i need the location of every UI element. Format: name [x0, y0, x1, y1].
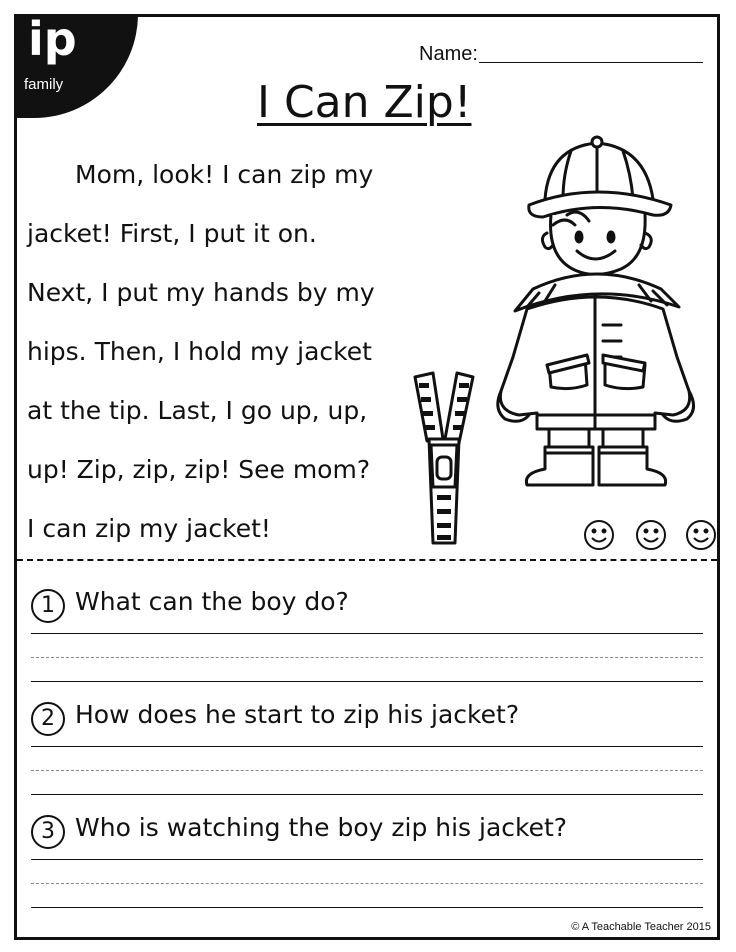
story-line: Next, I put my hands by my — [27, 278, 375, 307]
story-line: hips. Then, I hold my jacket — [27, 337, 372, 366]
boy-in-jacket-illustration — [493, 129, 699, 489]
story-passage — [27, 155, 397, 568]
answer-line[interactable] — [31, 907, 703, 908]
question-text: What can the boy do? — [75, 587, 349, 616]
story-line: up! Zip, zip, zip! See mom? — [27, 455, 371, 484]
answer-line[interactable] — [31, 794, 703, 795]
name-field[interactable] — [479, 62, 703, 63]
name-label: Name: — [419, 43, 478, 65]
word-family-badge — [14, 14, 138, 118]
question-3 — [31, 811, 703, 849]
story-line: jacket! First, I put it on. — [27, 219, 317, 248]
word-family-text: ip — [28, 14, 77, 66]
question-text: Who is watching the boy zip his jacket? — [75, 813, 568, 842]
section-divider — [17, 559, 717, 561]
answer-guide-line — [31, 657, 703, 658]
question-number: 1 — [31, 589, 65, 623]
page-title: I Can Zip! — [257, 77, 472, 128]
smiley-icon[interactable] — [687, 521, 715, 549]
worksheet — [14, 14, 720, 940]
answer-line[interactable] — [31, 746, 703, 747]
answer-guide-line — [31, 883, 703, 884]
word-family-label: family — [24, 76, 64, 93]
question-text: How does he start to zip his jacket? — [75, 700, 520, 729]
story-line: at the tip. Last, I go up, up, — [27, 396, 368, 425]
answer-guide-line — [31, 770, 703, 771]
story-line: Mom, look! I can zip my — [75, 160, 374, 189]
smiley-icon[interactable] — [585, 521, 613, 549]
zipper-illustration — [409, 369, 479, 547]
rating-faces — [581, 517, 720, 553]
question-1 — [31, 585, 703, 623]
question-2 — [31, 698, 703, 736]
smiley-icon[interactable] — [637, 521, 665, 549]
answer-line[interactable] — [31, 633, 703, 634]
question-number: 2 — [31, 702, 65, 736]
question-number: 3 — [31, 815, 65, 849]
answer-line[interactable] — [31, 859, 703, 860]
answer-line[interactable] — [31, 681, 703, 682]
copyright-text: © A Teachable Teacher 2015 — [571, 921, 711, 933]
story-line: I can zip my jacket! — [27, 514, 271, 543]
